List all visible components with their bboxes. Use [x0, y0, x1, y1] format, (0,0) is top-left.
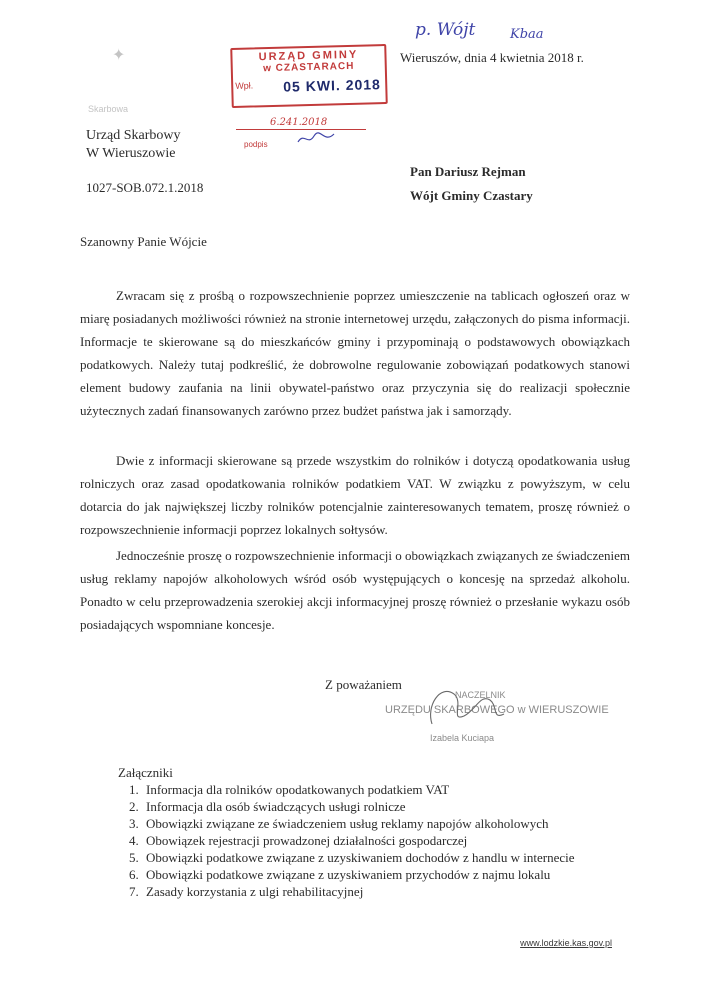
attachment-item: 6. Obowiązki podatkowe związane z uzyskiwaniem przychodów z najmu lokalu	[142, 866, 575, 883]
attachment-item: 2. Informacja dla osób świadczących usługi rolnicze	[142, 798, 575, 815]
recipient-title: Wójt Gminy Czastary	[410, 188, 533, 203]
attachment-item: 4. Obowiązek rejestracji prowadzonej działalności gospodarczej	[142, 832, 575, 849]
signature-title-line1: NACZELNIK	[455, 690, 506, 700]
attachment-item: 5. Obowiązki podatkowe związane z uzyskiwaniem dochodów z handlu w internecie	[142, 849, 575, 866]
stamp-handwritten-number: 6.241.2018	[270, 117, 328, 128]
attachment-item: 7. Zasady korzystania z ulgi rehabilitacyjnej	[142, 883, 575, 900]
stamp-line1: URZĄD GMINY	[258, 48, 359, 64]
handwritten-annotation: p. Wójt	[415, 20, 476, 40]
attachment-item: 1. Informacja dla rolników opodatkowanych podatkiem VAT	[142, 781, 575, 798]
stamp-line2: w CZASTARACH	[263, 60, 355, 75]
body-paragraph-1: Zwracam się z prośbą o rozpowszechnienie poprzez umieszczenie na tablicach ogłoszeń oraz w miarę posiadanych możliwości również na stronie internetowej urzędu, załączonych do pisma informacji. Informacje te skierowane są do mieszkańców gminy i przypominają o podstawowych obowiązkach podatkowych. Należy tutaj podkreślić, że dobrowolne regulowanie zobowiązań podatkowych stanowi element budowy zaufania na linii obywatel-państwo oraz przyczynia się do realizacji społecznie użytecznych zadań finansowanych zarówno przez budżet państwa jak i samorządy.	[80, 288, 630, 418]
signature-name: Izabela Kuciapa	[430, 733, 495, 743]
recipient-name: Pan Dariusz Rejman	[410, 164, 526, 179]
attachment-item: 3. Obowiązki związane ze świadczeniem usług reklamy napojów alkoholowych	[142, 815, 575, 832]
closing: Z poważaniem	[325, 677, 402, 692]
reference-number: 1027-SOB.072.1.2018	[86, 180, 204, 195]
handwritten-signature	[420, 676, 510, 736]
sender-faded-header: Skarbowa	[88, 104, 129, 114]
attachments-list	[118, 781, 575, 900]
body-paragraph-3: Jednocześnie proszę o rozpowszechnienie informacji o obowiązkach związanych ze świadczeniem usług reklamy napojów alkoholowych wśród osób występujących o koncesję na sprzedaż alkoholu. Ponadto w celu przeprowadzenia szerokiej akcji informacyjnej proszę również o przesłanie wykazu osób posiadających wspomniane koncesje.	[80, 548, 630, 632]
signature-title-line2: URZĘDU SKARBOWEGO w WIERUSZOWIE	[385, 704, 609, 716]
sender-line1: Urząd Skarbowy	[86, 128, 181, 143]
stamp-wpl-label: Wpł.	[235, 80, 254, 91]
place-date: Wieruszów, dnia 4 kwietnia 2018 r.	[400, 50, 584, 65]
registry-stamp	[230, 44, 388, 108]
handwritten-initials: Kbaa	[510, 27, 544, 42]
faint-logo-mark: ✦	[112, 47, 126, 64]
stamp-faded-label: podpis	[244, 140, 268, 149]
footer-website-link[interactable]: www.lodzkie.kas.gov.pl	[520, 938, 612, 948]
sender-line2: W Wieruszowie	[86, 146, 176, 161]
body-paragraph-2: Dwie z informacji skierowane są przede wszystkim do rolników i dotyczą opodatkowania usług rolniczych oraz zasad opodatkowania rolników podatkiem VAT. W związku z powyższym, w celu dotarcia do jak największej liczby rolników potencjalnie zainteresowanych tematem, proszę również o rozpowszechnienie informacji poprzez lokalnych sołtysów.	[80, 453, 630, 537]
salutation: Szanowny Panie Wójcie	[80, 234, 207, 249]
stamp-received-date: 05 KWI. 2018	[283, 76, 382, 95]
stamp-signature-scribble	[296, 128, 336, 148]
attachments-label: Załączniki	[118, 765, 173, 780]
